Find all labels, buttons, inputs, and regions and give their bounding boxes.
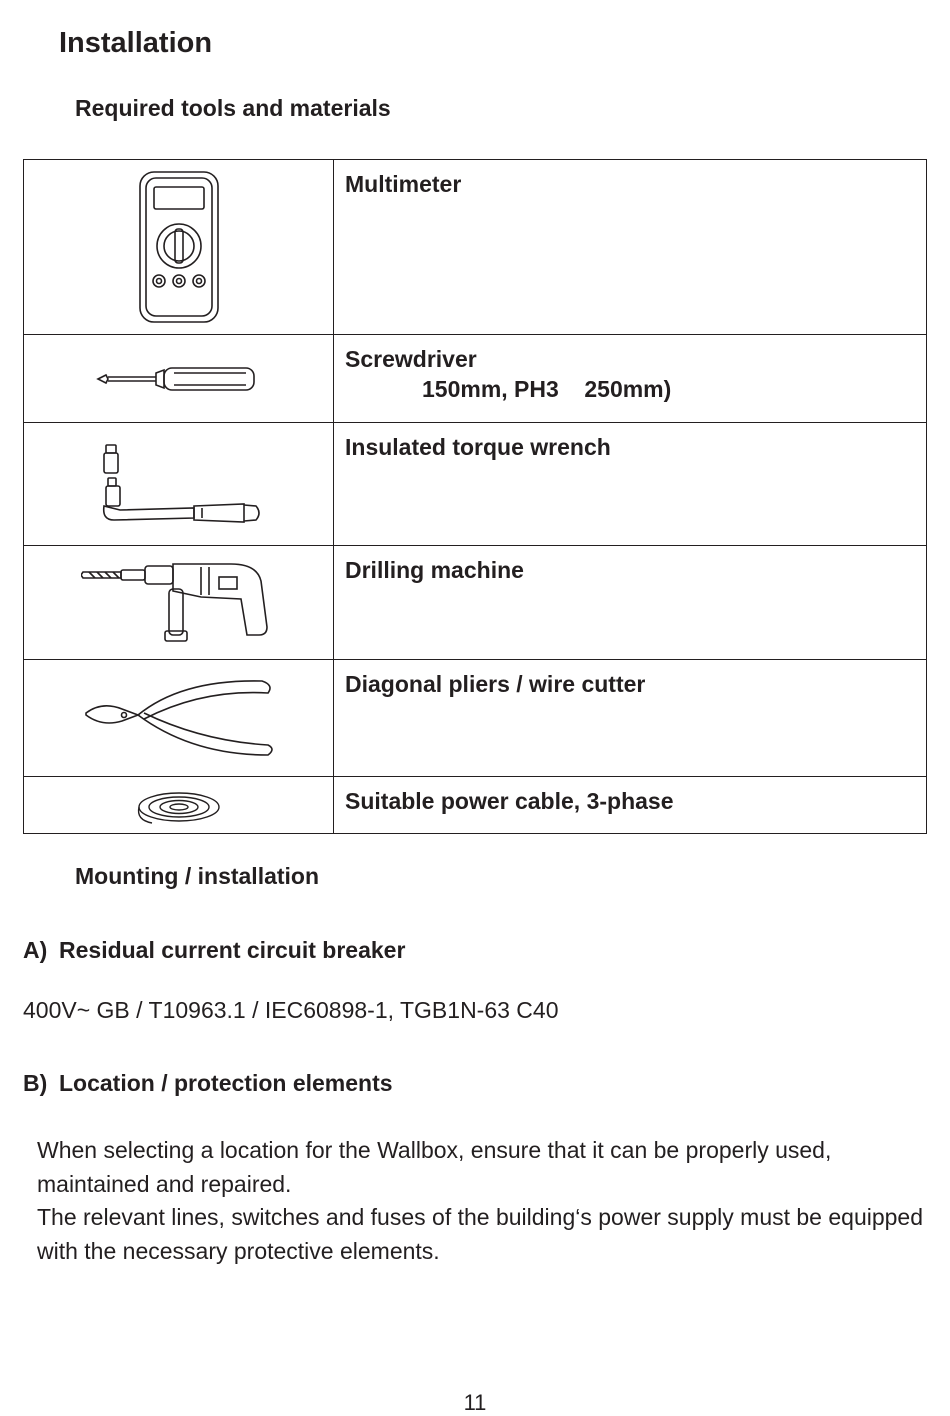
tool-description-cell	[334, 335, 927, 423]
tools-heading: Required tools and materials	[75, 95, 391, 121]
tool-name: Drilling machine	[345, 557, 524, 583]
tool-description-cell	[334, 660, 927, 777]
multimeter-icon	[134, 169, 224, 325]
table-row	[24, 777, 927, 834]
tool-description-cell	[334, 423, 927, 546]
protection-paragraph: The relevant lines, switches and fuses of the building‘s power supply must be equipped with the necessary protective elements.	[37, 1204, 924, 1264]
section-title: Location / protection elements	[59, 1070, 393, 1096]
tool-image-cell	[24, 335, 334, 423]
table-row	[24, 423, 927, 546]
mounting-heading: Mounting / installation	[75, 863, 320, 889]
tool-image-cell	[24, 423, 334, 546]
tool-name: Diagonal pliers / wire cutter	[345, 671, 646, 697]
page-number: 11	[463, 1390, 487, 1415]
tool-image-cell	[24, 777, 334, 834]
torque-wrench-icon	[94, 442, 264, 526]
section-marker: B)	[23, 1070, 48, 1096]
tool-name: Multimeter	[345, 171, 462, 197]
section-title: Residual current circuit breaker	[59, 937, 406, 963]
breaker-spec: 400V~ GB / T10963.1 / IEC60898-1, TGB1N-63 C40	[23, 997, 559, 1023]
location-paragraph: When selecting a location for the Wallbox, ensure that it can be properly used, maintained and repaired.	[37, 1137, 832, 1197]
tool-description-cell	[334, 777, 927, 834]
screwdriver-icon	[94, 362, 264, 396]
tool-detail: 150mm, PH3 250mm)	[422, 376, 672, 402]
tool-image-cell	[24, 660, 334, 777]
tool-description-cell	[334, 160, 927, 335]
table-row	[24, 546, 927, 660]
tool-name: Suitable power cable, 3-phase	[345, 788, 674, 814]
table-row	[24, 660, 927, 777]
section-b-heading	[23, 1070, 393, 1097]
tool-image-cell	[24, 160, 334, 335]
tool-name: Screwdriver	[345, 346, 477, 372]
tools-table	[23, 159, 927, 834]
tool-image-cell	[24, 546, 334, 660]
table-row	[24, 160, 927, 335]
drill-icon	[81, 561, 277, 645]
pliers-icon	[82, 675, 276, 761]
section-a-heading	[23, 937, 405, 964]
section-marker: A)	[23, 937, 48, 963]
tool-description-cell	[334, 546, 927, 660]
table-row	[24, 335, 927, 423]
cable-icon	[134, 785, 224, 825]
page-title: Installation	[59, 27, 213, 59]
tool-name: Insulated torque wrench	[345, 434, 611, 460]
